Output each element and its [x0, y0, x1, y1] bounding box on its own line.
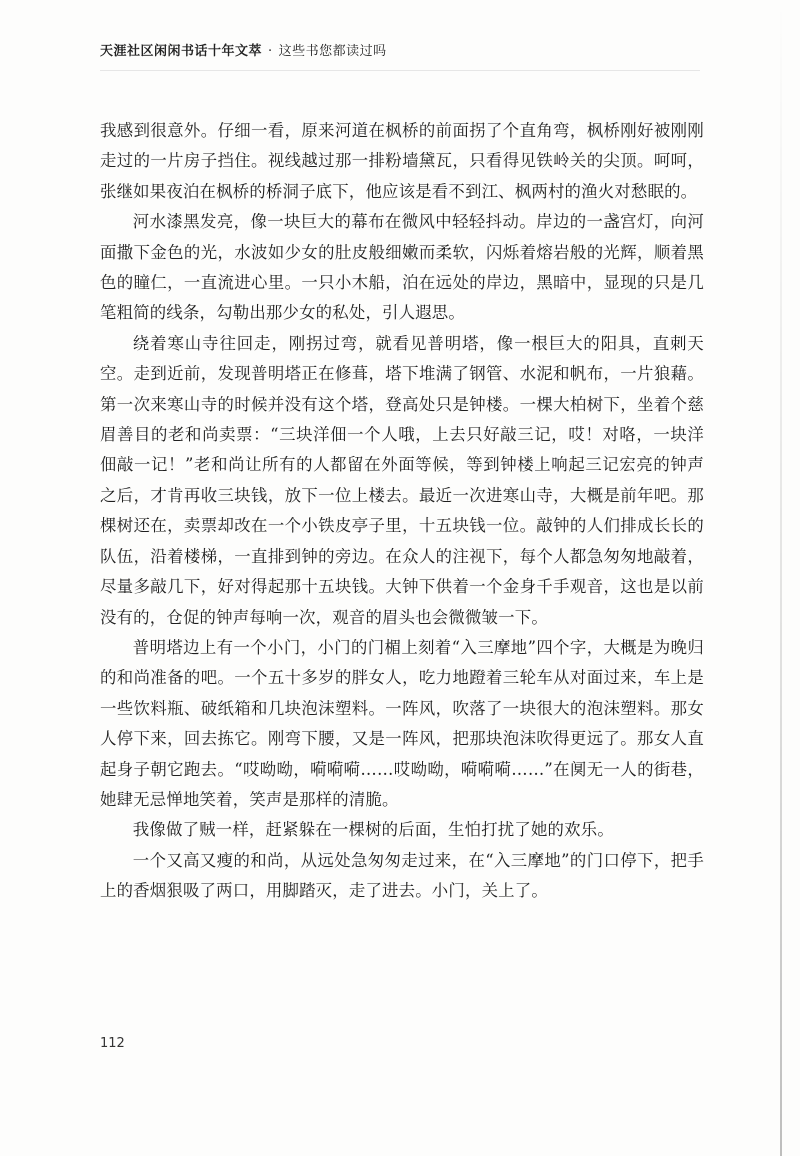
running-header: [100, 40, 387, 59]
paragraph-6: 一个又高又瘦的和尚，从远处急匆匆走过来，在“入三摩地”的门口停下，把手上的香烟狠吸了两口，用脚踏灭，走了进去。小门，关上了。: [100, 850, 704, 901]
paragraph-3: 绕着寒山寺往回走，刚拐过弯，就看见普明塔，像一根巨大的阳具，直刺天空。走到近前，发现普明塔正在修葺，塔下堆满了钢管、水泥和帆布，一片狼藉。第一次来寒山寺的时候并没有这个塔，登高处只是钟楼。一棵大柏树下，坐着个慈眉善目的老和尚卖票：“三块洋佃一个人哦，上去只好敲三记，哎！对咯，一块洋佃敲一记！”老和尚让所有的人都留在外面等候，等到钟楼上响起三记宏亮的钟声之后，才肯再收三块钱，放下一位上楼去。最近一次进寒山寺，大概是前年吧。那棵树还在，卖票却改在一个小铁皮亭子里，十五块钱一位。敲钟的人们排成长长的队伍，沿着楼梯，一直排到钟的旁边。在众人的注视下，每个人都急匆匆地敲着，尽量多敲几下，好对得起那十五块钱。大钟下供着一个金身千手观音，这也是以前没有的，仓促的钟声每响一次，观音的眉头也会微微皱一下。: [100, 333, 704, 627]
scan-edge-shadow: [780, 0, 782, 1156]
book-title: 天涯社区闲闲书话十年文萃: [100, 44, 263, 59]
body-text: [100, 116, 704, 907]
header-divider: [100, 70, 700, 71]
paragraph-4: 普明塔边上有一个小门，小门的门楣上刻着“入三摩地”四个字，大概是为晚归的和尚准备的吧。一个五十多岁的胖女人，吃力地蹬着三轮车从对面过来，车上是一些饮料瓶、破纸箱和几块泡沫塑料。一阵风，吹落了一块很大的泡沫塑料。那女人停下来，回去拣它。刚弯下腰，又是一阵风，把那块泡沫吹得更远了。那女人直起身子朝它跑去。“哎呦呦，嗬嗬嗬……哎呦呦，嗬嗬嗬……”在阒无一人的街巷，她肆无忌惮地笑着，笑声是那样的清脆。: [100, 637, 704, 809]
section-title: 这些书您都读过吗: [278, 44, 387, 59]
page-number: 112: [100, 1036, 125, 1051]
header-separator: ·: [268, 44, 273, 59]
paragraph-5: 我像做了贼一样，赶紧躲在一棵树的后面，生怕打扰了她的欢乐。: [132, 820, 614, 840]
paragraph-2: 河水漆黑发亮，像一块巨大的幕布在微风中轻轻抖动。岸边的一盏宫灯，向河面撒下金色的光，水波如少女的肚皮般细嫩而柔软，闪烁着熔岩般的光辉，顺着黑色的瞳仁，一直流进心里。一只小木船，泊在远处的岸边，黑暗中，显现的只是几笔粗简的线条，勾勒出那少女的私处，引人遐思。: [100, 212, 704, 323]
paragraph-1: 我感到很意外。仔细一看，原来河道在枫桥的前面拐了个直角弯，枫桥刚好被刚刚走过的一片房子挡住。视线越过那一排粉墙黛瓦，只看得见铁岭关的尖顶。呵呵，张继如果夜泊在枫桥的桥洞子底下，他应该是看不到江、枫两村的渔火对愁眠的。: [100, 121, 704, 201]
